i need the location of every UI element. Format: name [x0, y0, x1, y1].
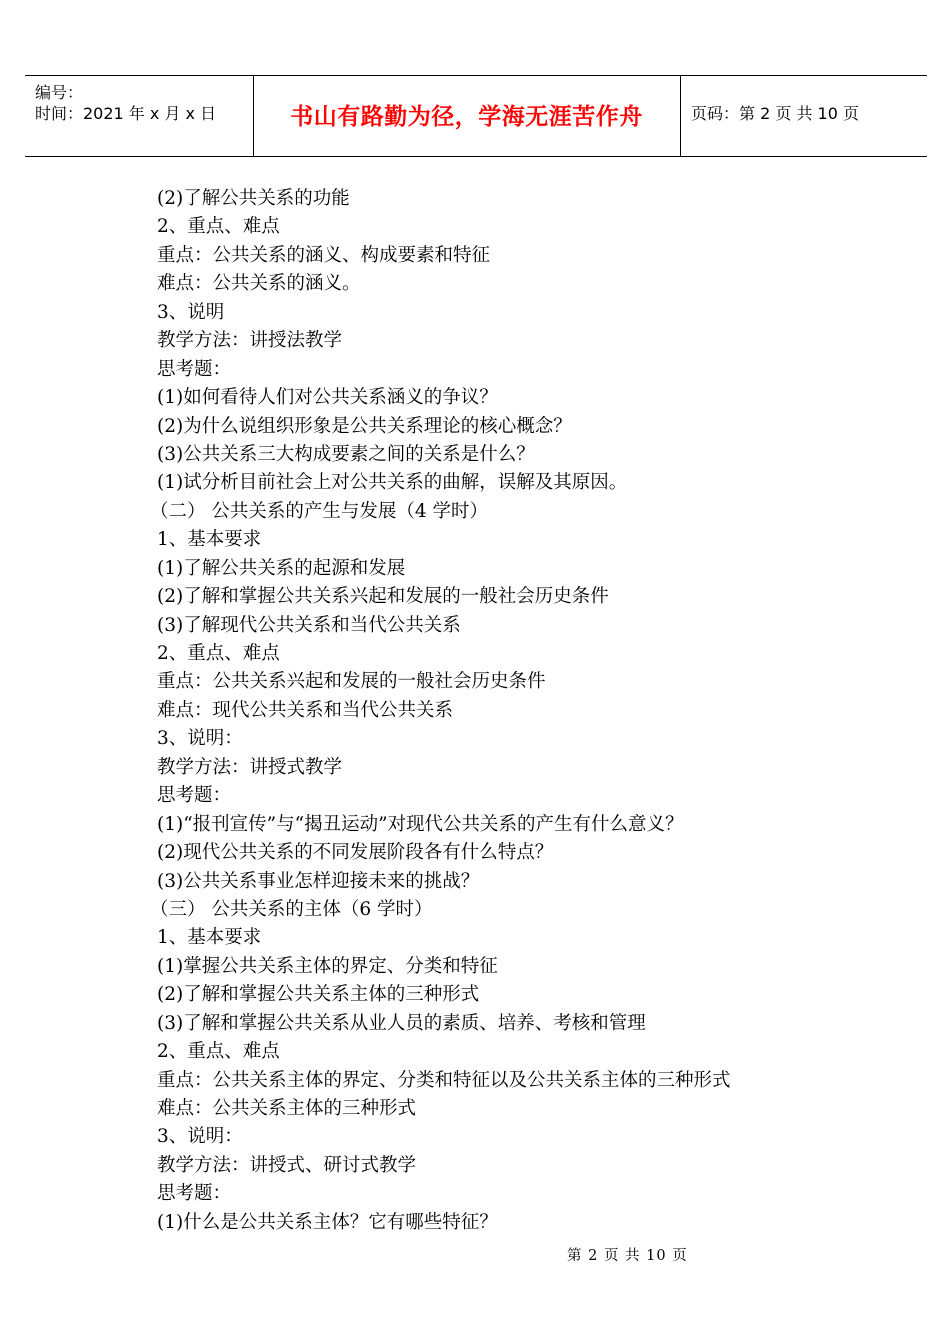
body-line: 思考题： — [157, 785, 232, 807]
section-heading: （二） 公共关系的产生与发展（4 学时） — [150, 500, 489, 522]
body-line: (1)什么是公共关系主体？它有哪些特征？ — [157, 1211, 498, 1233]
body-line: (1)掌握公共关系主体的界定、分类和特征 — [157, 955, 498, 977]
body-line: 思考题： — [157, 358, 232, 380]
body-line: 2、重点、难点 — [157, 216, 280, 238]
body-line: 2、重点、难点 — [157, 1041, 280, 1063]
body-line: (3)公共关系三大构成要素之间的关系是什么？ — [157, 443, 535, 465]
body-line: 难点：公共关系的涵义。 — [157, 273, 361, 295]
header-page-info: 页码：第 2 页 共 10 页 — [691, 103, 859, 123]
body-line: 难点：现代公共关系和当代公共关系 — [157, 699, 454, 721]
body-line: (2)了解和掌握公共关系主体的三种形式 — [157, 984, 480, 1006]
body-line: (1)试分析目前社会上对公共关系的曲解，误解及其原因。 — [157, 472, 628, 494]
body-line: (3)了解现代公共关系和当代公共关系 — [157, 614, 461, 636]
body-line: 重点：公共关系的涵义、构成要素和特征 — [157, 244, 491, 266]
header-meta-cell — [25, 76, 253, 156]
body-line: 重点：公共关系主体的界定、分类和特征以及公共关系主体的三种形式 — [157, 1069, 731, 1091]
body-line: 难点：公共关系主体的三种形式 — [157, 1098, 417, 1119]
body-line: (2)了解和掌握公共关系兴起和发展的一般社会历史条件 — [157, 586, 609, 608]
body-line: (3)了解和掌握公共关系从业人员的素质、培养、考核和管理 — [157, 1012, 646, 1034]
document-header — [25, 75, 927, 157]
page-footer: 第 2 页 共 10 页 — [567, 1248, 688, 1264]
header-page-cell — [681, 76, 927, 156]
body-line: (1)了解公共关系的起源和发展 — [157, 557, 406, 579]
body-line: 教学方法：讲授式、研讨式教学 — [157, 1154, 417, 1176]
body-line: (3)公共关系事业怎样迎接未来的挑战？ — [157, 870, 480, 892]
body-line: 3、说明 — [157, 301, 225, 323]
document-number-label: 编号： — [35, 83, 84, 102]
document-body — [150, 185, 897, 1237]
body-line: 重点：公共关系兴起和发展的一般社会历史条件 — [157, 671, 546, 693]
body-line: 3、说明： — [157, 728, 243, 750]
body-line: (2)为什么说组织形象是公共关系理论的核心概念？ — [157, 415, 572, 437]
body-line: (2)现代公共关系的不同发展阶段各有什么特点？ — [157, 842, 554, 864]
header-motto-cell — [254, 76, 679, 156]
header-motto: 书山有路勤为径，学海无涯苦作舟 — [290, 103, 643, 130]
body-line: 教学方法：讲授法教学 — [157, 330, 343, 352]
body-line: 3、说明： — [157, 1126, 243, 1148]
body-line: 教学方法：讲授式教学 — [157, 756, 343, 778]
body-line: 思考题： — [157, 1183, 232, 1205]
document-time-label: 时间：2021 年 x 月 x 日 — [35, 104, 217, 123]
body-line: (2)了解公共关系的功能 — [157, 188, 350, 209]
body-line: (1)“报刊宣传”与“揭丑运动”对现代公共关系的产生有什么意义？ — [157, 813, 684, 835]
section-heading: （三） 公共关系的主体（6 学时） — [150, 898, 433, 920]
body-line: 2、重点、难点 — [157, 643, 280, 664]
body-line: 1、基本要求 — [157, 927, 262, 949]
body-line: (1)如何看待人们对公共关系涵义的争议？ — [157, 387, 498, 409]
body-line: 1、基本要求 — [157, 529, 262, 551]
